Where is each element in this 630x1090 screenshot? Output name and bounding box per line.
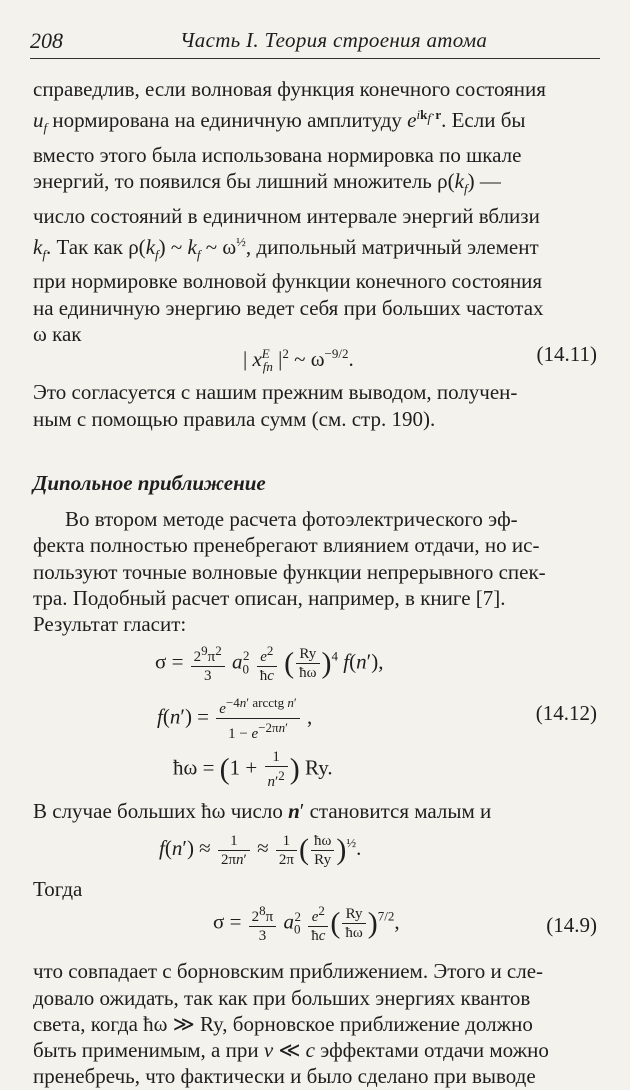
text-line: на единичную энергию ведет себя при больших частотах [33,295,544,320]
text-line: довало ожидать, так как при больших энергиях квантов [33,985,531,1010]
text-line: что совпадает с борновским приближением. Этого и сле- [33,959,544,984]
page-body [33,76,597,1090]
equation-number: (14.11) [536,342,597,367]
equation-number: (14.9) [546,913,597,938]
text-line: фекта полностью пренебрегают влиянием отдачи, но ис- [33,533,540,558]
text-line: Результат гласит: [33,612,187,637]
text-line: при нормировке волновой функции конечного состояния [33,269,543,294]
text-line: энергий, то появился бы лишний множитель $\rho(k_f)$ — [33,169,501,197]
equation-body: | $x^E_{fn}$ $|^2$ ~ $\omega^{-9/2}$. [243,346,354,375]
page-header [30,22,600,58]
text-line: ным с помощью правила сумм (см. стр. 190). [33,406,436,431]
equation-body: σ = $\frac{2^8\pi}{3}$ $a_0^2$ $\frac{e^2}{ħc}$ ( $\frac{Ry}{ħ\omega}$ )$^{7/2}$, [213,903,400,945]
text-line: ω как [33,321,82,346]
text-line: вместо этого была использована нормировка по шкале [33,142,522,167]
paragraph-5 [33,958,597,1089]
text-line: справедлив, если волновая функция конечного состояния [33,77,546,101]
running-title: Часть I. Теория строения атома [180,28,488,52]
equation-number: (14.12) [535,700,597,725]
equation-14-11 [33,341,597,379]
text-line: тра. Подобный расчет описан, например, в книге [7]. [33,586,506,611]
asymptotic-equation [33,830,597,876]
text-line: света, когда ħω ≫ Ry, борновское приближение должно [33,1011,533,1036]
header-rule [30,58,600,59]
sigma-formula: σ = $\frac{2^9\pi^2}{3}$ $a_0^2$ $\frac{e^2}{ħc}$ ( $\frac{Ry}{ħ\omega}$ )$^4$ f(n′), [155,642,384,684]
text-line: $k_f$. Так как $\rho(k_f)$ ~ $k_f$ ~ $\omega^{\frac{1}{2}}$, дипольный матричный элемент [33,233,539,263]
section-heading: Дипольное приближение [33,470,266,495]
text-line: Это согласуется с нашим прежним выводом, получен- [33,380,518,405]
energy-formula: ħω = (1 + $\frac{1}{n'^2}$ ) Ry. [173,748,333,790]
text-line: Во втором методе расчета фотоэлектрического эф- [65,507,518,532]
text-line: пренебречь, что фактически и было сделано при выводе [33,1064,536,1089]
page-number: 208 [30,28,63,53]
text-line: Тогда [33,876,83,901]
text-line: число состояний в единичном интервале энергий вблизи [33,203,540,228]
equation-body: f(n′) ≈ $\frac{1}{2\pi n'}$ ≈ $\frac{1}{2\pi}$ ( $\frac{ħ\omega}{Ry}$ )$^{\frac{1}{2}}$. [159,832,362,868]
paragraph-3 [33,506,597,637]
equation-14-12 [33,638,597,798]
paragraph-1 [33,76,597,347]
text-line: быть применимым, а при v ≪ c эффектами отдачи можно [33,1038,549,1063]
text-line: $u_f$ нормирована на единичную амплитуду $e^{ik_f\cdot r}$. Если бы [33,107,526,136]
equation-14-9 [33,902,597,958]
paragraph-4 [33,798,597,824]
text-line: пользуют точные волновые функции непрерывного спек- [33,559,546,584]
f-formula: f(n′) = $\frac{e^{-4n' arcctg n'}}{1 - e^{-2\pi n'}}$ , [157,694,313,742]
text-line: В случае больших ħω число n′ становится малым и [33,798,492,823]
paragraph-2 [33,379,597,432]
